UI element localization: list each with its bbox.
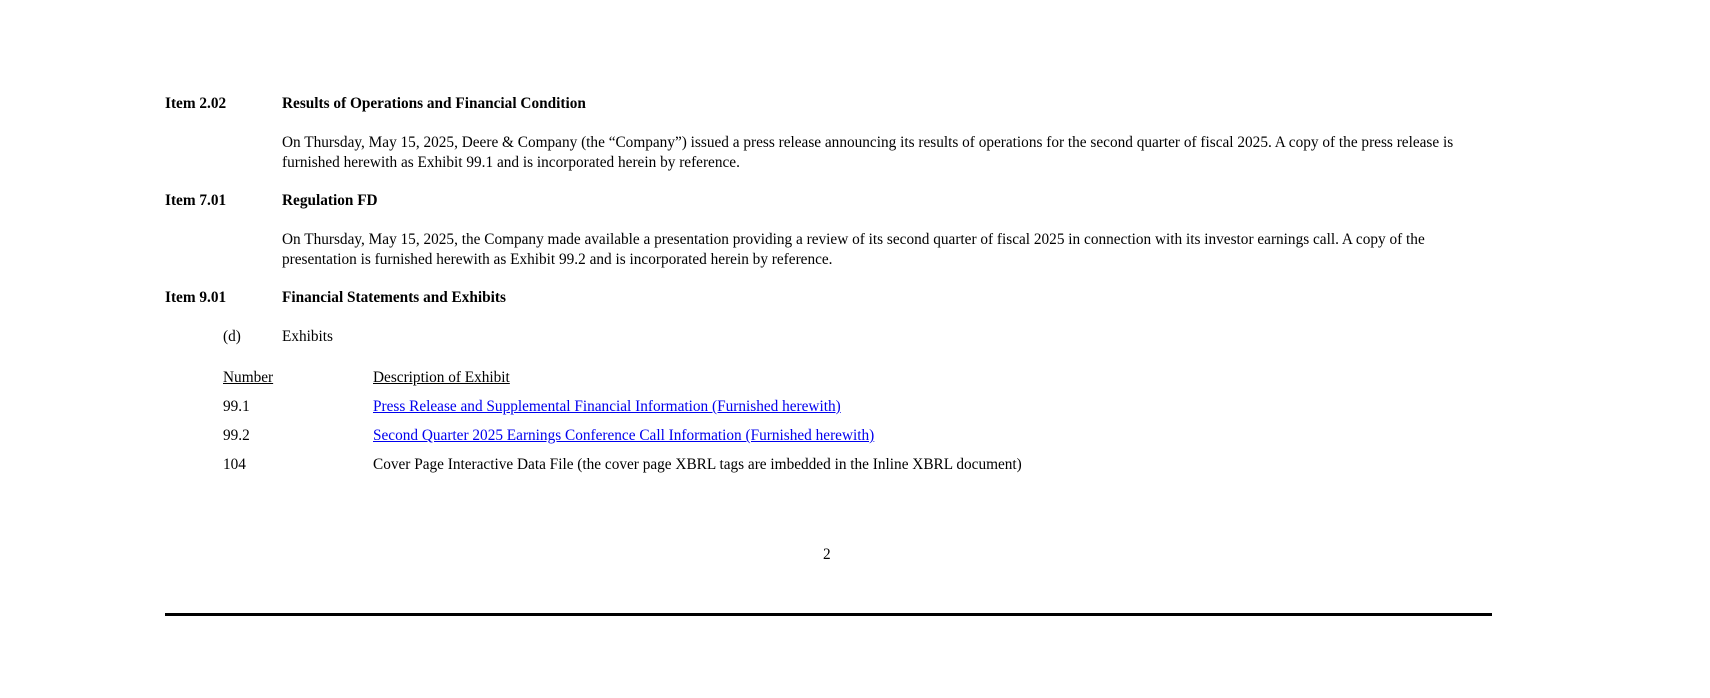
item-7-01-paragraph: On Thursday, May 15, 2025, the Company made available a presentation providing a review of its second quarter of fiscal 2025 in connection with its investor earnings call. A copy of the presentation is furnished herewith as Exhibit 99.2 and is incorporated herein by reference. [282, 231, 1425, 268]
exhibit-number: 99.1 [223, 398, 250, 415]
exhibit-number: 104 [223, 456, 246, 473]
exhibit-104-description: Cover Page Interactive Data File (the cover page XBRL tags are imbedded in the Inline XBRL document) [373, 456, 1022, 473]
exhibit-number: 99.2 [223, 427, 250, 444]
item-7-01-body [282, 230, 1482, 270]
exhibits-label: Exhibits [282, 328, 333, 345]
item-9-01-title: Financial Statements and Exhibits [282, 289, 506, 306]
exhibits-marker: (d) [223, 328, 241, 345]
page-divider [165, 613, 1492, 616]
item-2-02-title: Results of Operations and Financial Condition [282, 95, 586, 112]
exhibit-99-1-link[interactable]: Press Release and Supplemental Financial Information (Furnished herewith) [373, 398, 841, 415]
item-2-02-paragraph: On Thursday, May 15, 2025, Deere & Company (the “Company”) issued a press release announcing its results of operations for the second quarter of fiscal 2025. A copy of the press release is furnished herewith as Exhibit 99.1 and is incorporated herein by reference. [282, 134, 1454, 171]
page-number: 2 [823, 546, 831, 563]
item-9-01-number: Item 9.01 [165, 289, 227, 306]
item-2-02-body [282, 133, 1482, 173]
exhibit-number-header: Number [223, 369, 274, 386]
item-7-01-number: Item 7.01 [165, 192, 227, 209]
item-7-01-title: Regulation FD [282, 192, 378, 209]
exhibit-99-2-link[interactable]: Second Quarter 2025 Earnings Conference Call Information (Furnished herewith) [373, 427, 875, 444]
item-2-02-number: Item 2.02 [165, 95, 227, 112]
exhibit-description-header: Description of Exhibit [373, 369, 510, 386]
